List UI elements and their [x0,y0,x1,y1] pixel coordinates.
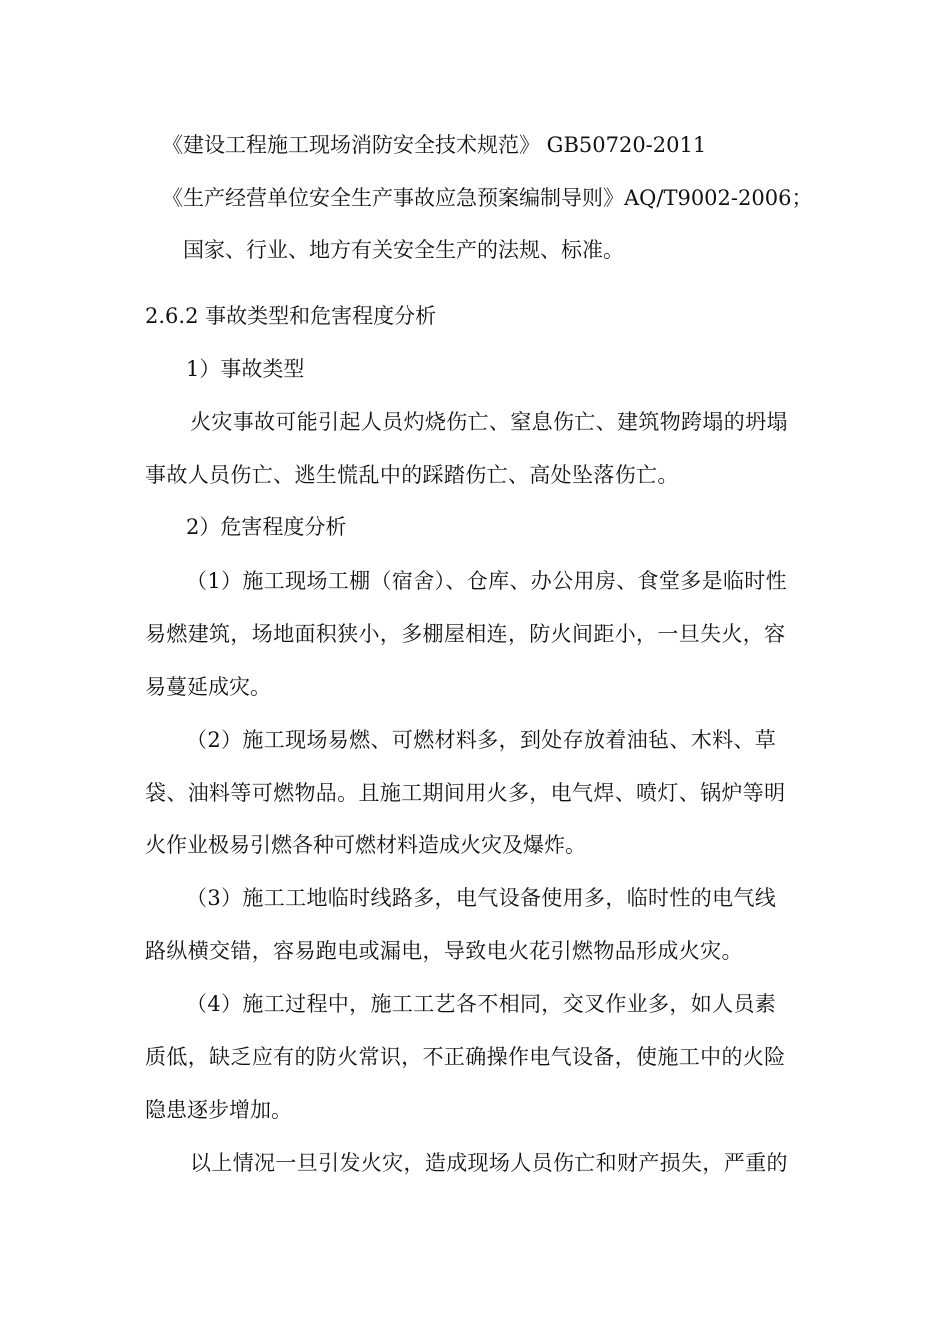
paragraph-line: 质低，缺乏应有的防火常识，不正确操作电气设备，使施工中的火险 [145,1045,786,1069]
paragraph-line: （4）施工过程中，施工工艺各不相同，交叉作业多，如人员素 [186,992,777,1016]
paragraph-line: 火作业极易引燃各种可燃材料造成火灾及爆炸。 [145,833,586,857]
paragraph-line: 隐患逐步增加。 [145,1098,292,1122]
paragraph-line: （3）施工工地临时线路多，电气设备使用多，临时性的电气线 [186,886,777,910]
paragraph-line: 易蔓延成灾。 [145,675,271,699]
reference-line: 《生产经营单位安全生产事故应急预案编制导则》AQ/T9002-2006； [162,186,813,210]
subsection-title: 1）事故类型 [186,357,305,381]
paragraph-line: 袋、油料等可燃物品。且施工期间用火多，电气焊、喷灯、锅炉等明 [145,781,786,805]
paragraph-line: 易燃建筑，场地面积狭小，多棚屋相连，防火间距小，一旦失火，容 [145,622,786,646]
paragraph-line: （2）施工现场易燃、可燃材料多，到处存放着油毡、木料、草 [186,728,777,752]
paragraph-line: 以上情况一旦引发火灾，造成现场人员伤亡和财产损失，严重的 [190,1151,788,1175]
paragraph-line: 事故人员伤亡、逃生慌乱中的踩踏伤亡、高处坠落伤亡。 [145,463,679,487]
subsection-title: 2）危害程度分析 [186,515,347,539]
section-heading: 2.6.2 事故类型和危害程度分析 [145,304,437,328]
paragraph-line: （1）施工现场工棚（宿舍）、仓库、办公用房、食堂多是临时性 [186,569,788,593]
paragraph-line: 路纵横交错，容易跑电或漏电，导致电火花引燃物品形成火灾。 [145,939,743,963]
reference-line: 国家、行业、地方有关安全生产的法规、标准。 [183,238,624,262]
reference-line: 《建设工程施工现场消防安全技术规范》 GB50720-2011 [162,133,707,157]
paragraph-line: 火灾事故可能引起人员灼烧伤亡、窒息伤亡、建筑物跨塌的坍塌 [190,410,788,434]
